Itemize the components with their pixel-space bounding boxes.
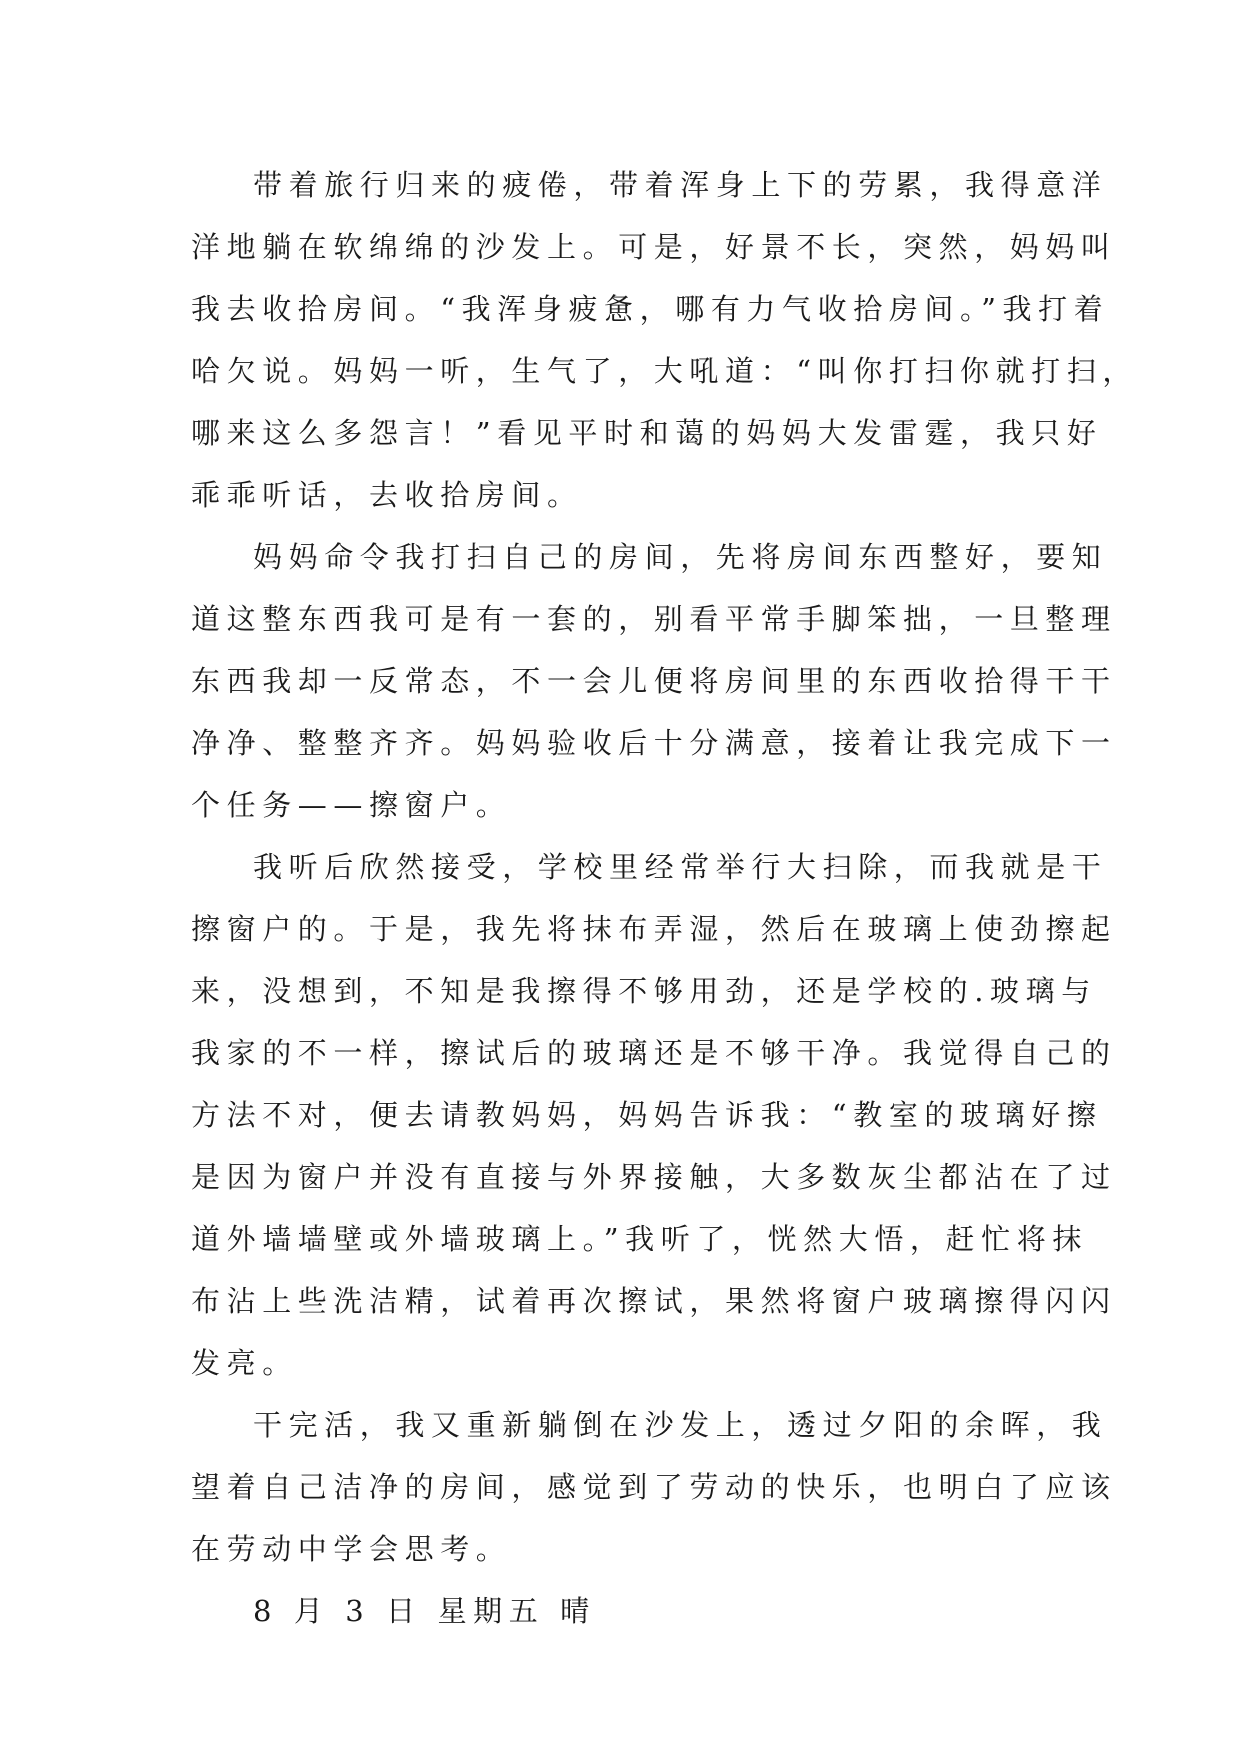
text-line: 望着自己洁净的房间，感觉到了劳动的快乐，也明白了应该 <box>191 1470 1117 1504</box>
paragraph-3 <box>191 836 1117 1394</box>
text-line: 净净、整整齐齐。妈妈验收后十分满意，接着让我完成下一 <box>191 726 1117 760</box>
text-line: 干完活，我又重新躺倒在沙发上，透过夕阳的余晖，我 <box>253 1408 1108 1442</box>
text-line: 道这整东西我可是有一套的，别看平常手脚笨拙，一旦整理 <box>191 602 1117 636</box>
text-line: 8 月 3 日 星期五 晴 <box>253 1594 596 1628</box>
document-body <box>191 154 1139 1642</box>
text-line: 我听后欣然接受，学校里经常举行大扫除，而我就是干 <box>253 850 1108 884</box>
diary-date-line <box>191 1580 1051 1642</box>
text-line: 我去收拾房间。“我浑身疲惫，哪有力气收拾房间。”我打着 <box>191 292 1110 326</box>
text-line: 妈妈命令我打扫自己的房间，先将房间东西整好，要知 <box>253 540 1108 574</box>
text-line: 擦窗户的。于是，我先将抹布弄湿，然后在玻璃上使劲擦起 <box>191 912 1117 946</box>
text-line: 方法不对，便去请教妈妈，妈妈告诉我：“教室的玻璃好擦 <box>191 1098 1103 1132</box>
text-line: 乖乖听话，去收拾房间。 <box>191 478 583 512</box>
text-line: 来，没想到，不知是我擦得不够用劲，还是学校的.玻璃与 <box>191 974 1097 1008</box>
paragraph-4 <box>191 1394 1117 1580</box>
paragraph-2 <box>191 526 1117 836</box>
text-line: 道外墙墙壁或外墙玻璃上。”我听了，恍然大悟，赶忙将抹 <box>191 1222 1088 1256</box>
text-line: 洋地躺在软绵绵的沙发上。可是，好景不长，突然，妈妈叫 <box>191 230 1117 264</box>
text-line: 发亮。 <box>191 1346 298 1380</box>
text-line: 布沾上些洗洁精，试着再次擦试，果然将窗户玻璃擦得闪闪 <box>191 1284 1117 1318</box>
text-line: 是因为窗户并没有直接与外界接触，大多数灰尘都沾在了过 <box>191 1160 1117 1194</box>
text-line: 东西我却一反常态，不一会儿便将房间里的东西收拾得干干 <box>191 664 1117 698</box>
text-line: 带着旅行归来的疲倦，带着浑身上下的劳累，我得意洋 <box>253 168 1108 202</box>
text-line: 在劳动中学会思考。 <box>191 1532 512 1566</box>
text-line: 哪来这么多怨言！”看见平时和蔼的妈妈大发雷霆，我只好 <box>191 416 1103 450</box>
paragraph-1 <box>191 154 1139 526</box>
text-line: 我家的不一样，擦试后的玻璃还是不够干净。我觉得自己的 <box>191 1036 1117 1070</box>
text-line: 哈欠说。妈妈一听，生气了，大吼道：“叫你打扫你就打扫， <box>191 354 1139 388</box>
text-line: 个任务——擦窗户。 <box>191 788 512 822</box>
